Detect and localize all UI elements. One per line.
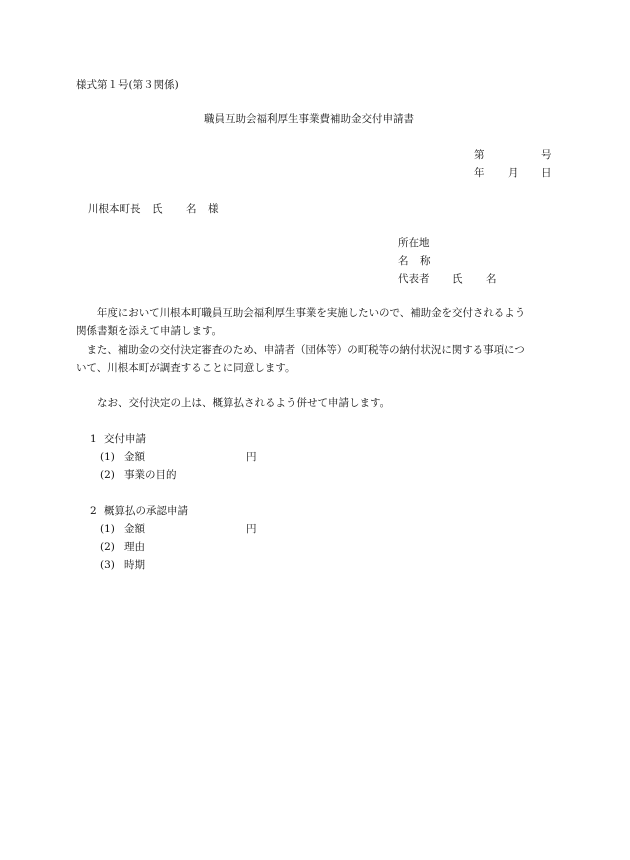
applicant-rep-uji: 氏: [452, 273, 463, 285]
addressee-honorific: 様: [208, 203, 219, 215]
section2-number: 2: [90, 505, 97, 517]
section2-item2-label: 理由: [124, 541, 145, 553]
section1-item2-label: 事業の目的: [124, 469, 177, 481]
date-day-label: 日: [541, 167, 552, 179]
section1-item1-label: 金額: [124, 451, 145, 463]
document-title: 職員互助会福利厚生事業費補助金交付申請書: [204, 113, 414, 125]
applicant-name-label-1: 名: [398, 255, 409, 267]
section1-number: 1: [90, 433, 97, 445]
date-month-label: 月: [508, 167, 519, 179]
doc-number-go: 号: [541, 149, 552, 161]
doc-number-dai: 第: [474, 149, 485, 161]
section2-heading: 概算払の承認申請: [104, 505, 188, 517]
body-line-1: 年度において川根本町職員互助会福利厚生事業を実施したいので、補助金を交付されるよう: [76, 307, 526, 319]
addressee-uji: 氏: [152, 203, 163, 215]
section2-item1-label: 金額: [124, 523, 145, 535]
body-line-2: 関係書類を添えて申請します。: [76, 325, 223, 337]
body-line-3: また、補助金の交付決定審査のため、申請者（団体等）の町税等の納付状況に関する事項につ: [76, 344, 525, 356]
section2-item1-unit: 円: [246, 523, 257, 535]
addressee-na: 名: [186, 203, 197, 215]
section2-item3-label: 時期: [124, 559, 145, 571]
applicant-address-label: 所在地: [398, 237, 430, 249]
applicant-rep-label: 代表者: [398, 273, 430, 285]
body-line-5: なお、交付決定の上は、概算払されるよう併せて申請します。: [76, 397, 391, 409]
section2-item3-num: (3): [100, 559, 115, 571]
section1-heading: 交付申請: [104, 433, 146, 445]
section1-item1-num: (1): [100, 451, 115, 463]
form-number: 様式第１号(第３関係): [76, 79, 179, 91]
applicant-rep-na: 名: [486, 273, 497, 285]
section1-item1-unit: 円: [246, 451, 257, 463]
body-line-4: いて、川根本町が調査することに同意します。: [76, 362, 296, 374]
date-year-label: 年: [474, 167, 485, 179]
section2-item1-num: (1): [100, 523, 115, 535]
applicant-name-label-2: 称: [420, 255, 431, 267]
section1-item2-num: (2): [100, 469, 115, 481]
addressee-office: 川根本町長: [88, 203, 141, 215]
section2-item2-num: (2): [100, 541, 115, 553]
